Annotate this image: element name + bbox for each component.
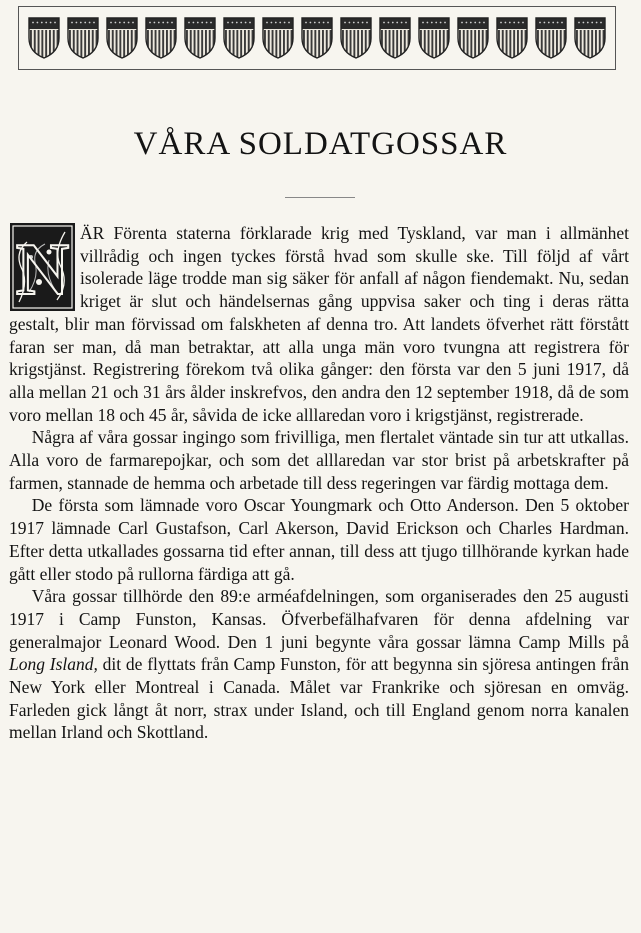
title-divider — [285, 197, 355, 198]
us-shield-icon — [105, 16, 139, 60]
paragraph-4-text-a: Våra gossar tillhörde den 89:e arméafdelningen, som organiserades den 25 augusti 1917 i Camp Funston, Kansas. Öfverbefälhafvaren för denna afdelning var generalmajor Leonard Wood. Den 1 juni begynte våra gossar lämna Camp Mills på — [9, 586, 629, 652]
us-shield-icon — [378, 16, 412, 60]
article-body — [9, 222, 629, 744]
us-shield-icon — [534, 16, 568, 60]
us-shield-icon — [300, 16, 334, 60]
decorative-initial-n-icon — [9, 222, 76, 312]
us-shield-icon — [456, 16, 490, 60]
us-shield-icon — [495, 16, 529, 60]
page-title: VÅRA SOLDATGOSSAR — [133, 126, 508, 162]
paragraph-4 — [9, 585, 629, 744]
us-shield-icon — [144, 16, 178, 60]
paragraph-4-text-b: dit de flyttats från Camp Funston, för att begynna sin sjöresa antingen från New York eller Montreal i Canada. Målet var Frankrike och sjöresan en omväg. Farleden gick långt åt norr, strax under Island, och till England genom norra kanalen mellan Irland och Skottland. — [9, 654, 629, 743]
paragraph-1 — [9, 222, 629, 426]
shield-banner — [18, 6, 616, 70]
us-shield-icon — [417, 16, 451, 60]
paragraph-3: De första som lämnade voro Oscar Youngmark och Otto Anderson. Den 5 oktober 1917 lämnade Carl Gustafson, Carl Akerson, David Erickson och Charles Hardman. Efter detta utkallades gossarna tid efter annan, till dess att tjugo tillhörande kyrkan hade gått eller stodo på rullorna färdiga att gå. — [9, 495, 629, 584]
us-shield-icon — [573, 16, 607, 60]
us-shield-icon — [66, 16, 100, 60]
paragraph-1-text: ÄR Förenta staterna förklarade krig med Tyskland, var man i allmänhet villrådig och ingen tyckes förstå hvad som skulle ske. Till följd af vårt isolerade läge trodde man sig säker för anfall af någon fiendemakt. Nu, sedan kriget är slut och händelsernas gång uppvisa saker och ting i deras rätta gestalt, blir man förvissad om falskheten af denna tro. Att landets öfverhet rätt förstått faran ser man, då man betraktar, att alla unga män voro tvungna att registrera för krigstjänst. Registrering förekom två olika gånger: den första var den 5 juni 1917, då alla mellan 21 och 31 års ålder inskrefvos, den andra den 12 september 1918, då de som voro mellan 18 och 45 år, såvida de icke alllaredan voro i krigstjänst, registrerade. — [9, 223, 629, 425]
us-shield-icon — [27, 16, 61, 60]
place-name-italic: Long Island, — [9, 654, 98, 675]
paragraph-2: Några af våra gossar ingingo som frivilliga, men flertalet väntade sin tur att utkallas. Alla voro de farmarepojkar, och som det alllaredan var stor brist på arbetskrafter på farmen, stannade de hemma och arbetade till dess regeringen var färdig mottaga dem. — [9, 427, 629, 493]
us-shield-icon — [222, 16, 256, 60]
us-shield-icon — [183, 16, 217, 60]
us-shield-icon — [339, 16, 373, 60]
us-shield-icon — [261, 16, 295, 60]
svg-text:N: N — [15, 229, 70, 311]
